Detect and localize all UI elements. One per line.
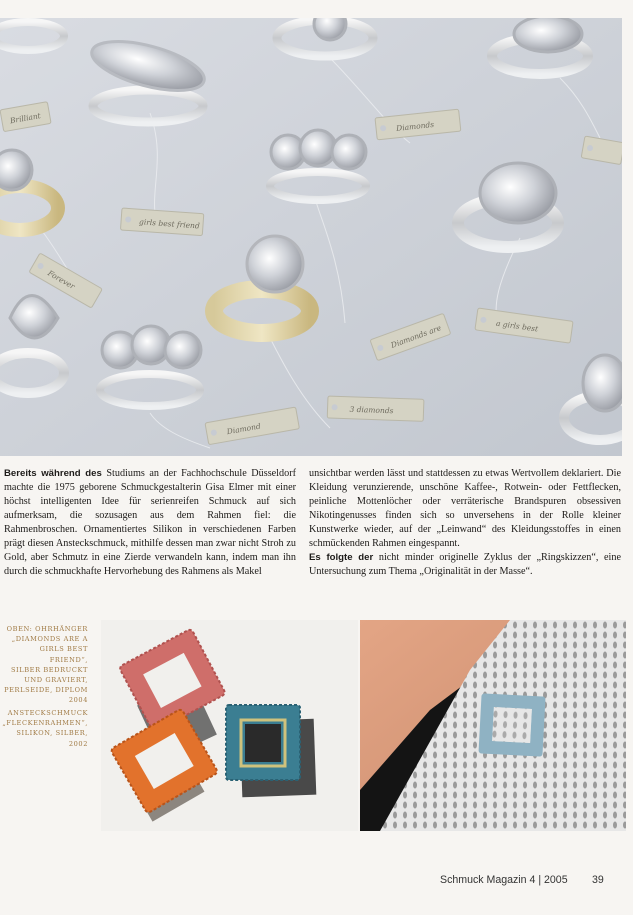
page-number: 39: [592, 874, 604, 886]
svg-text:girls best friend: girls best friend: [138, 217, 200, 231]
svg-text:Forever: Forever: [46, 268, 77, 292]
svg-text:3 diamonds: 3 diamonds: [349, 404, 394, 416]
caption-top-photo: OBEN: OHRHÄNGER „DIAMONDS ARE A GIRLS BEST FRIEND“, SILBER BEDRUCKT UND GRAVIERT, PERLSEIDE, DIPLOM 2004: [4, 625, 88, 705]
svg-text:Diamonds: Diamonds: [395, 119, 435, 133]
brooch-blue: [226, 705, 300, 780]
body-text: Studiums an der Fachhochschule Düsseldorf machte die 1975 geborene Schmuckgestalterin Gisa Elmer mit einer höchst intelligenten Idee für serienreifen Schmuck auf sich aufmerksam, die sozusagen aus dem Rahmen fiel: die Rahmenbroschen. Ornamentiertes Silikon in verschiedenen Farben prägt diesen Ansteckschmuck, mithilfe dessen man zwar nicht Stroh zu Gold, aber Schmutz in eine Zierde verwandeln kann, indem man ihn durch die schmuckhafte Hervorhebung des Rahmens als Makel: [4, 468, 296, 578]
photo-frame-brooches: [101, 620, 358, 831]
body-text: unsichtbar werden lässt und stattdessen zu etwas Wertvollem deklariert. Die Kleidung verunzierende, unschöne Kaffee-, Rotwein- oder Fettflecken, peinliche Mottenlöcher oder verräterische Brandspuren obsessiven Nikotingenusses finden sich so unversehens in der Rolle kleiner Kunstwerke wieder, auf der „Leinwand“ des Kleidungsstoffes in einen schmückenden Rahmen eingespannt.: [309, 468, 621, 550]
svg-text:Diamonds are: Diamonds are: [389, 323, 443, 350]
knit-illustration: [360, 620, 626, 831]
svg-text:Brilliant: Brilliant: [9, 111, 42, 126]
brooches-illustration: [101, 620, 358, 831]
top-photo-rings: [0, 18, 622, 456]
svg-text:Diamond: Diamond: [226, 421, 262, 437]
article-column-2: [309, 467, 621, 579]
article-column-1: [4, 467, 296, 579]
body-text: nicht minder originelle Zyklus der „Ringskizzen“, eine Untersuchung zum Thema „Originalität in der Masse“.: [309, 552, 621, 578]
photo-brooch-on-knit: [360, 620, 626, 831]
lead-in: Es folgte der: [309, 552, 374, 564]
svg-text:a girls best: a girls best: [495, 318, 539, 334]
lead-in: Bereits während des: [4, 468, 102, 479]
caption-brooches: ANSTECKSCHMUCK „FLECKENRAHMEN“, SILIKON, SILBER, 2002: [2, 709, 88, 748]
rings-illustration: [0, 18, 622, 456]
footer-magazine-issue: Schmuck Magazin 4 | 2005: [440, 874, 568, 886]
